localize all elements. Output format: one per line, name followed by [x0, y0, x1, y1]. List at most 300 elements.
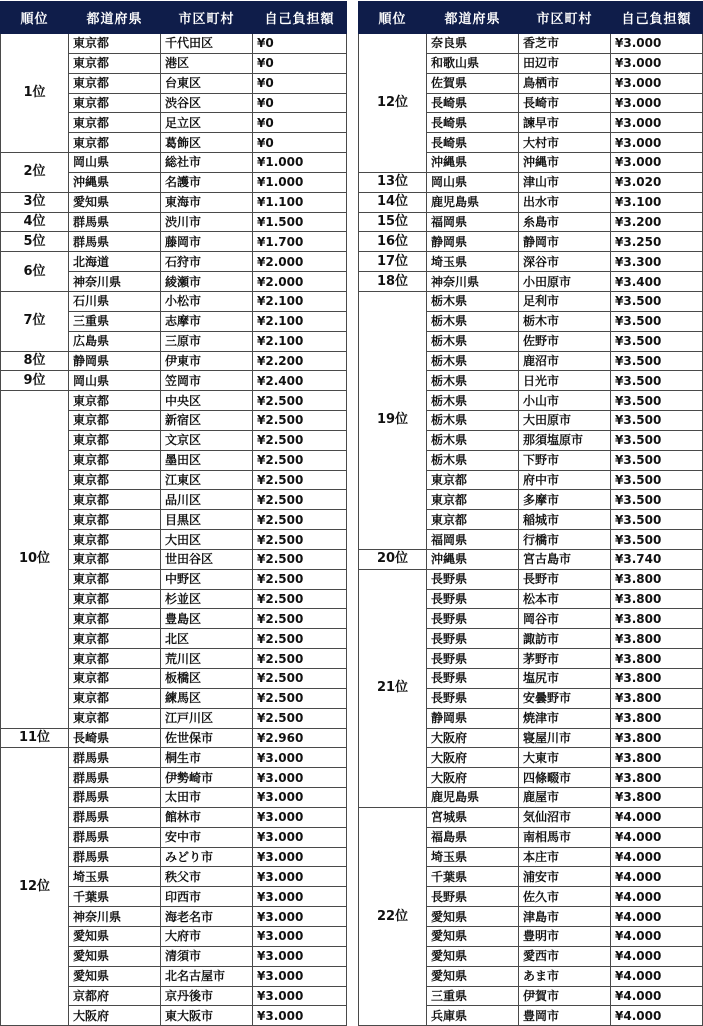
amount-cell: ¥3.500: [611, 470, 703, 490]
amount-cell: ¥2.200: [253, 351, 347, 371]
prefecture-cell: 東京都: [69, 708, 161, 728]
prefecture-cell: 宮城県: [427, 807, 519, 827]
header-city: 市区町村: [161, 2, 253, 34]
prefecture-cell: 埼玉県: [427, 252, 519, 272]
city-cell: 津島市: [519, 907, 611, 927]
amount-cell: ¥2.000: [253, 252, 347, 272]
amount-cell: ¥4.000: [611, 867, 703, 887]
city-cell: 田辺市: [519, 53, 611, 73]
prefecture-cell: 東京都: [69, 530, 161, 550]
amount-cell: ¥0: [253, 93, 347, 113]
amount-cell: ¥3.000: [253, 827, 347, 847]
city-cell: 京丹後市: [161, 986, 253, 1006]
amount-cell: ¥0: [253, 73, 347, 93]
amount-cell: ¥3.000: [253, 907, 347, 927]
header-prefecture: 都道府県: [69, 2, 161, 34]
amount-cell: ¥3.500: [611, 391, 703, 411]
prefecture-cell: 沖縄県: [427, 153, 519, 173]
amount-cell: ¥4.000: [611, 827, 703, 847]
city-cell: 津山市: [519, 172, 611, 192]
amount-cell: ¥3.020: [611, 172, 703, 192]
amount-cell: ¥3.500: [611, 510, 703, 530]
amount-cell: ¥2.500: [253, 609, 347, 629]
table-row: [1, 728, 347, 748]
prefecture-cell: 栃木県: [427, 371, 519, 391]
city-cell: 焼津市: [519, 708, 611, 728]
prefecture-cell: 奈良県: [427, 34, 519, 54]
amount-cell: ¥3.000: [253, 768, 347, 788]
prefecture-cell: 兵庫県: [427, 1006, 519, 1026]
amount-cell: ¥3.000: [253, 748, 347, 768]
city-cell: 伊勢崎市: [161, 768, 253, 788]
table-row: [1, 232, 347, 252]
city-cell: 渋谷区: [161, 93, 253, 113]
amount-cell: ¥3.800: [611, 748, 703, 768]
amount-cell: ¥2.500: [253, 688, 347, 708]
prefecture-cell: 東京都: [69, 669, 161, 689]
prefecture-cell: 大阪府: [427, 728, 519, 748]
prefecture-cell: 東京都: [69, 133, 161, 153]
prefecture-cell: 愛知県: [69, 966, 161, 986]
amount-cell: ¥3.800: [611, 768, 703, 788]
prefecture-cell: 東京都: [69, 53, 161, 73]
amount-cell: ¥3.800: [611, 788, 703, 808]
amount-cell: ¥0: [253, 133, 347, 153]
city-cell: 名護市: [161, 172, 253, 192]
amount-cell: ¥3.000: [253, 867, 347, 887]
city-cell: 東大阪市: [161, 1006, 253, 1026]
prefecture-cell: 東京都: [69, 589, 161, 609]
city-cell: 品川区: [161, 490, 253, 510]
city-cell: 目黒区: [161, 510, 253, 530]
table-row: [1, 748, 347, 768]
city-cell: 行橋市: [519, 530, 611, 550]
prefecture-cell: 東京都: [69, 391, 161, 411]
header-city: 市区町村: [519, 2, 611, 34]
prefecture-cell: 栃木県: [427, 430, 519, 450]
prefecture-cell: 大阪府: [69, 1006, 161, 1026]
amount-cell: ¥3.500: [611, 351, 703, 371]
prefecture-cell: 群馬県: [69, 768, 161, 788]
amount-cell: ¥3.000: [611, 53, 703, 73]
amount-cell: ¥2.100: [253, 291, 347, 311]
city-cell: 気仙沼市: [519, 807, 611, 827]
rank-cell: 20位: [359, 549, 427, 569]
city-cell: 深谷市: [519, 252, 611, 272]
city-cell: 清須市: [161, 946, 253, 966]
city-cell: 笠岡市: [161, 371, 253, 391]
city-cell: 安曇野市: [519, 688, 611, 708]
amount-cell: ¥0: [253, 53, 347, 73]
city-cell: 塩尻市: [519, 669, 611, 689]
amount-cell: ¥3.000: [253, 946, 347, 966]
city-cell: 佐野市: [519, 331, 611, 351]
prefecture-cell: 栃木県: [427, 291, 519, 311]
rank-cell: 1位: [1, 34, 69, 153]
amount-cell: ¥3.740: [611, 549, 703, 569]
city-cell: 小山市: [519, 391, 611, 411]
rank-cell: 19位: [359, 291, 427, 549]
amount-cell: ¥2.500: [253, 549, 347, 569]
amount-cell: ¥2.500: [253, 569, 347, 589]
prefecture-cell: 愛知県: [69, 192, 161, 212]
prefecture-cell: 大阪府: [427, 768, 519, 788]
prefecture-cell: 岡山県: [69, 153, 161, 173]
amount-cell: ¥3.000: [611, 73, 703, 93]
amount-cell: ¥3.800: [611, 589, 703, 609]
table-row: [359, 807, 703, 827]
city-cell: 沖縄市: [519, 153, 611, 173]
city-cell: 鹿沼市: [519, 351, 611, 371]
prefecture-cell: 沖縄県: [69, 172, 161, 192]
rank-cell: 21位: [359, 569, 427, 807]
city-cell: 長野市: [519, 569, 611, 589]
prefecture-cell: 鹿児島県: [427, 192, 519, 212]
city-cell: 中野区: [161, 569, 253, 589]
amount-cell: ¥1.000: [253, 153, 347, 173]
prefecture-cell: 群馬県: [69, 212, 161, 232]
prefecture-cell: 東京都: [69, 73, 161, 93]
prefecture-cell: 栃木県: [427, 391, 519, 411]
amount-cell: ¥3.800: [611, 569, 703, 589]
amount-cell: ¥2.500: [253, 649, 347, 669]
amount-cell: ¥3.500: [611, 331, 703, 351]
table-body: [1, 34, 347, 1026]
table-row: [1, 391, 347, 411]
amount-cell: ¥4.000: [611, 986, 703, 1006]
amount-cell: ¥3.500: [611, 450, 703, 470]
amount-cell: ¥3.800: [611, 669, 703, 689]
city-cell: 太田市: [161, 788, 253, 808]
prefecture-cell: 長野県: [427, 589, 519, 609]
city-cell: 大田区: [161, 530, 253, 550]
city-cell: 愛西市: [519, 946, 611, 966]
prefecture-cell: 愛知県: [69, 946, 161, 966]
city-cell: 江東区: [161, 470, 253, 490]
city-cell: 杉並区: [161, 589, 253, 609]
prefecture-cell: 長野県: [427, 887, 519, 907]
city-cell: 豊島区: [161, 609, 253, 629]
amount-cell: ¥3.800: [611, 609, 703, 629]
prefecture-cell: 大阪府: [427, 748, 519, 768]
prefecture-cell: 神奈川県: [427, 272, 519, 292]
table-row: [1, 371, 347, 391]
prefecture-cell: 栃木県: [427, 331, 519, 351]
amount-cell: ¥3.800: [611, 728, 703, 748]
city-cell: 諏訪市: [519, 629, 611, 649]
city-cell: 港区: [161, 53, 253, 73]
city-cell: 葛飾区: [161, 133, 253, 153]
prefecture-cell: 東京都: [427, 470, 519, 490]
rank-cell: 15位: [359, 212, 427, 232]
city-cell: 印西市: [161, 887, 253, 907]
table-row: [359, 232, 703, 252]
city-cell: 板橋区: [161, 669, 253, 689]
city-cell: 海老名市: [161, 907, 253, 927]
amount-cell: ¥2.500: [253, 411, 347, 431]
city-cell: 石狩市: [161, 252, 253, 272]
prefecture-cell: 長野県: [427, 669, 519, 689]
city-cell: 浦安市: [519, 867, 611, 887]
prefecture-cell: 鹿児島県: [427, 788, 519, 808]
city-cell: 南相馬市: [519, 827, 611, 847]
city-cell: 足利市: [519, 291, 611, 311]
amount-cell: ¥3.000: [611, 113, 703, 133]
amount-cell: ¥3.000: [611, 93, 703, 113]
prefecture-cell: 東京都: [69, 430, 161, 450]
rank-cell: 14位: [359, 192, 427, 212]
prefecture-cell: 長野県: [427, 569, 519, 589]
city-cell: 練馬区: [161, 688, 253, 708]
amount-cell: ¥3.250: [611, 232, 703, 252]
amount-cell: ¥3.000: [253, 887, 347, 907]
city-cell: 北名古屋市: [161, 966, 253, 986]
prefecture-cell: 群馬県: [69, 847, 161, 867]
amount-cell: ¥3.500: [611, 371, 703, 391]
city-cell: 総社市: [161, 153, 253, 173]
table-row: [359, 172, 703, 192]
prefecture-cell: 東京都: [69, 569, 161, 589]
header-row: [1, 2, 347, 34]
city-cell: 茅野市: [519, 649, 611, 669]
prefecture-cell: 佐賀県: [427, 73, 519, 93]
city-cell: あま市: [519, 966, 611, 986]
amount-cell: ¥3.300: [611, 252, 703, 272]
amount-cell: ¥2.000: [253, 272, 347, 292]
prefecture-cell: 東京都: [69, 34, 161, 54]
city-cell: 栃木市: [519, 311, 611, 331]
city-cell: 東海市: [161, 192, 253, 212]
amount-cell: ¥4.000: [611, 807, 703, 827]
prefecture-cell: 愛知県: [427, 966, 519, 986]
prefecture-cell: 東京都: [69, 649, 161, 669]
rank-cell: 8位: [1, 351, 69, 371]
amount-cell: ¥3.500: [611, 430, 703, 450]
amount-cell: ¥2.500: [253, 708, 347, 728]
prefecture-cell: 長崎県: [427, 133, 519, 153]
table-row: [359, 192, 703, 212]
city-cell: 桐生市: [161, 748, 253, 768]
prefecture-cell: 愛知県: [427, 926, 519, 946]
prefecture-cell: 岡山県: [69, 371, 161, 391]
ranking-table-right: [358, 1, 703, 1026]
prefecture-cell: 埼玉県: [427, 847, 519, 867]
amount-cell: ¥0: [253, 34, 347, 54]
amount-cell: ¥1.700: [253, 232, 347, 252]
amount-cell: ¥2.500: [253, 490, 347, 510]
amount-cell: ¥2.500: [253, 450, 347, 470]
city-cell: 綾瀬市: [161, 272, 253, 292]
prefecture-cell: 東京都: [69, 609, 161, 629]
city-cell: 寝屋川市: [519, 728, 611, 748]
prefecture-cell: 東京都: [69, 450, 161, 470]
city-cell: 荒川区: [161, 649, 253, 669]
amount-cell: ¥1.100: [253, 192, 347, 212]
amount-cell: ¥3.000: [611, 153, 703, 173]
prefecture-cell: 東京都: [69, 470, 161, 490]
table-row: [359, 291, 703, 311]
amount-cell: ¥3.200: [611, 212, 703, 232]
city-cell: 諫早市: [519, 113, 611, 133]
city-cell: 秩父市: [161, 867, 253, 887]
amount-cell: ¥3.000: [611, 34, 703, 54]
city-cell: 新宿区: [161, 411, 253, 431]
city-cell: 鹿屋市: [519, 788, 611, 808]
prefecture-cell: 静岡県: [427, 708, 519, 728]
prefecture-cell: 東京都: [69, 113, 161, 133]
rank-cell: 18位: [359, 272, 427, 292]
table-row: [359, 34, 703, 54]
table-row: [1, 212, 347, 232]
prefecture-cell: 東京都: [69, 411, 161, 431]
amount-cell: ¥2.500: [253, 530, 347, 550]
header-prefecture: 都道府県: [427, 2, 519, 34]
rank-cell: 5位: [1, 232, 69, 252]
amount-cell: ¥3.500: [611, 411, 703, 431]
header-rank: 順位: [1, 2, 69, 34]
city-cell: 糸島市: [519, 212, 611, 232]
city-cell: 出水市: [519, 192, 611, 212]
amount-cell: ¥0: [253, 113, 347, 133]
prefecture-cell: 長野県: [427, 688, 519, 708]
prefecture-cell: 愛知県: [427, 946, 519, 966]
header-amount: 自己負担額: [253, 2, 347, 34]
city-cell: 足立区: [161, 113, 253, 133]
prefecture-cell: 福岡県: [427, 530, 519, 550]
table-row: [359, 549, 703, 569]
rank-cell: 9位: [1, 371, 69, 391]
header-row: [359, 2, 703, 34]
prefecture-cell: 長崎県: [427, 93, 519, 113]
prefecture-cell: 千葉県: [69, 887, 161, 907]
rank-cell: 3位: [1, 192, 69, 212]
rank-cell: 16位: [359, 232, 427, 252]
amount-cell: ¥3.000: [253, 1006, 347, 1026]
amount-cell: ¥4.000: [611, 907, 703, 927]
prefecture-cell: 愛知県: [69, 926, 161, 946]
amount-cell: ¥3.800: [611, 649, 703, 669]
table-row: [1, 252, 347, 272]
amount-cell: ¥1.500: [253, 212, 347, 232]
prefecture-cell: 長野県: [427, 649, 519, 669]
city-cell: 宮古島市: [519, 549, 611, 569]
amount-cell: ¥3.800: [611, 629, 703, 649]
amount-cell: ¥3.400: [611, 272, 703, 292]
prefecture-cell: 石川県: [69, 291, 161, 311]
city-cell: 松本市: [519, 589, 611, 609]
amount-cell: ¥4.000: [611, 887, 703, 907]
amount-cell: ¥2.500: [253, 589, 347, 609]
prefecture-cell: 福岡県: [427, 212, 519, 232]
table-row: [359, 212, 703, 232]
prefecture-cell: 群馬県: [69, 232, 161, 252]
rank-cell: 6位: [1, 252, 69, 292]
amount-cell: ¥3.000: [253, 986, 347, 1006]
rank-cell: 7位: [1, 291, 69, 351]
amount-cell: ¥2.500: [253, 391, 347, 411]
prefecture-cell: 長崎県: [69, 728, 161, 748]
city-cell: 三原市: [161, 331, 253, 351]
city-cell: 伊東市: [161, 351, 253, 371]
city-cell: 藤岡市: [161, 232, 253, 252]
amount-cell: ¥3.500: [611, 530, 703, 550]
prefecture-cell: 長崎県: [427, 113, 519, 133]
city-cell: 小松市: [161, 291, 253, 311]
prefecture-cell: 静岡県: [427, 232, 519, 252]
city-cell: 館林市: [161, 807, 253, 827]
prefecture-cell: 福島県: [427, 827, 519, 847]
city-cell: 伊賀市: [519, 986, 611, 1006]
city-cell: 下野市: [519, 450, 611, 470]
rank-cell: 13位: [359, 172, 427, 192]
table-row: [1, 192, 347, 212]
table-row: [359, 569, 703, 589]
rank-cell: 2位: [1, 153, 69, 193]
amount-cell: ¥2.500: [253, 470, 347, 490]
amount-cell: ¥2.500: [253, 430, 347, 450]
city-cell: 佐久市: [519, 887, 611, 907]
amount-cell: ¥3.100: [611, 192, 703, 212]
rank-cell: 4位: [1, 212, 69, 232]
prefecture-cell: 東京都: [427, 510, 519, 530]
prefecture-cell: 栃木県: [427, 411, 519, 431]
amount-cell: ¥3.800: [611, 708, 703, 728]
prefecture-cell: 京都府: [69, 986, 161, 1006]
city-cell: 千代田区: [161, 34, 253, 54]
table-row: [1, 34, 347, 54]
city-cell: 安中市: [161, 827, 253, 847]
prefecture-cell: 和歌山県: [427, 53, 519, 73]
city-cell: 豊明市: [519, 926, 611, 946]
rank-cell: 10位: [1, 391, 69, 728]
amount-cell: ¥2.960: [253, 728, 347, 748]
prefecture-cell: 群馬県: [69, 807, 161, 827]
amount-cell: ¥2.500: [253, 669, 347, 689]
ranking-table-left: [0, 1, 347, 1026]
city-cell: 岡谷市: [519, 609, 611, 629]
prefecture-cell: 三重県: [69, 311, 161, 331]
table-body: [359, 34, 703, 1026]
amount-cell: ¥3.000: [253, 926, 347, 946]
city-cell: 府中市: [519, 470, 611, 490]
amount-cell: ¥4.000: [611, 847, 703, 867]
amount-cell: ¥3.500: [611, 291, 703, 311]
amount-cell: ¥3.800: [611, 688, 703, 708]
city-cell: 本庄市: [519, 847, 611, 867]
amount-cell: ¥3.000: [253, 807, 347, 827]
city-cell: 北区: [161, 629, 253, 649]
city-cell: 香芝市: [519, 34, 611, 54]
city-cell: 那須塩原市: [519, 430, 611, 450]
prefecture-cell: 東京都: [69, 629, 161, 649]
city-cell: 四條畷市: [519, 768, 611, 788]
amount-cell: ¥2.500: [253, 510, 347, 530]
amount-cell: ¥2.400: [253, 371, 347, 391]
prefecture-cell: 群馬県: [69, 748, 161, 768]
prefecture-cell: 群馬県: [69, 788, 161, 808]
amount-cell: ¥1.000: [253, 172, 347, 192]
rank-cell: 17位: [359, 252, 427, 272]
city-cell: 大村市: [519, 133, 611, 153]
city-cell: 渋川市: [161, 212, 253, 232]
city-cell: 江戸川区: [161, 708, 253, 728]
city-cell: 文京区: [161, 430, 253, 450]
city-cell: 世田谷区: [161, 549, 253, 569]
amount-cell: ¥4.000: [611, 1006, 703, 1026]
prefecture-cell: 東京都: [69, 688, 161, 708]
amount-cell: ¥3.000: [253, 966, 347, 986]
city-cell: 台東区: [161, 73, 253, 93]
